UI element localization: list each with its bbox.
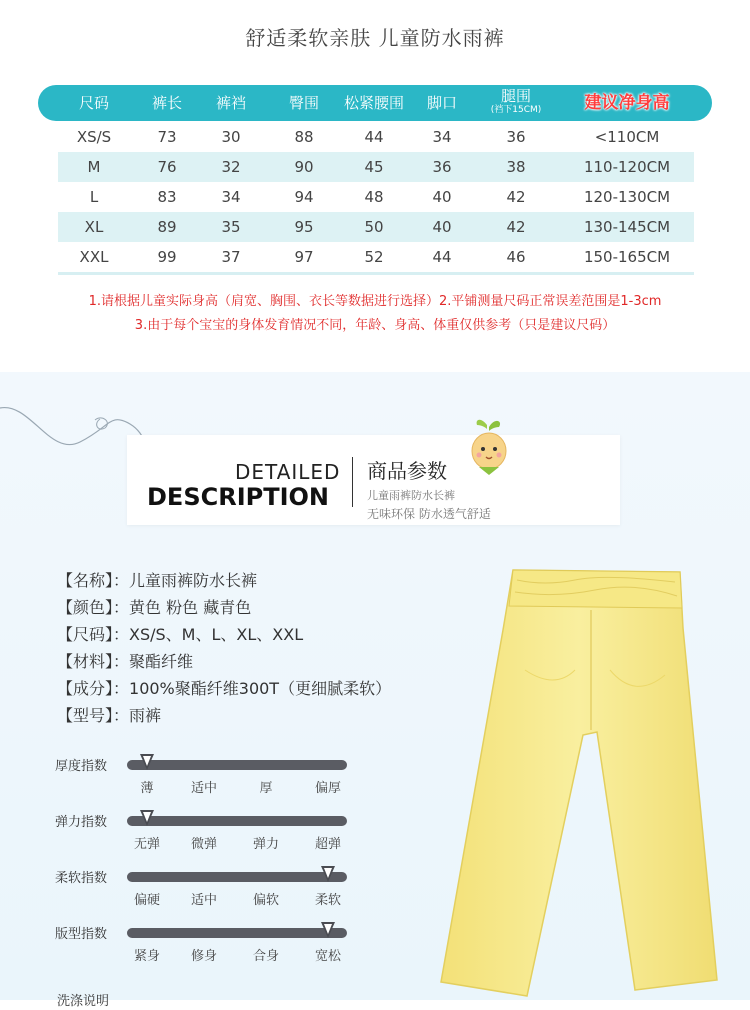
spec-value: 聚酯纤维 (129, 652, 194, 671)
size-table (58, 122, 694, 272)
gauge-tick-label: 超弹 (314, 837, 342, 852)
table-row (58, 242, 694, 272)
cell-hem: 34 (432, 128, 452, 146)
gauge-tick-label: 偏软 (252, 893, 280, 908)
gauge-tick-label: 柔软 (314, 893, 342, 908)
yellow-pants-image (425, 550, 725, 1010)
cell-size: XL (84, 218, 104, 236)
spec-line (57, 676, 391, 699)
spec-key: 【材料】： (57, 652, 130, 671)
cell-hem: 40 (432, 188, 452, 206)
header-height: 建议净身高 (584, 93, 670, 113)
spec-key: 【成分】： (57, 679, 130, 698)
spec-value: XS/S、M、L、XL、XXL (129, 625, 304, 644)
table-row (58, 122, 694, 152)
cell-size: XS/S (76, 128, 112, 146)
header-length: 裤长 (151, 94, 183, 112)
cell-height: 110-120CM (583, 158, 671, 176)
spec-key: 【型号】： (57, 706, 130, 725)
gauge-tick-label: 紧身 (133, 949, 161, 964)
description-section (0, 372, 750, 1009)
cell-hip: 90 (294, 158, 314, 176)
params-title: 商品参数 (367, 459, 447, 483)
table-bottom-rule (58, 272, 694, 275)
cell-crotch: 34 (221, 188, 241, 206)
header-leg (491, 85, 542, 121)
gauge-track (127, 816, 347, 826)
header-size: 尺码 (78, 94, 110, 112)
cell-hip: 94 (294, 188, 314, 206)
gauge-label: 柔软指数 (55, 871, 108, 886)
cell-size: L (89, 188, 99, 206)
cell-leg: 42 (506, 188, 526, 206)
cell-hip: 97 (294, 248, 314, 266)
cell-hip: 95 (294, 218, 314, 236)
size-chart-section (0, 0, 750, 372)
cell-crotch: 37 (221, 248, 241, 266)
gauge-tick-label: 宽松 (314, 949, 342, 964)
header-hem: 脚口 (426, 94, 458, 112)
cell-leg: 36 (506, 128, 526, 146)
cell-height: 130-145CM (583, 218, 671, 236)
cell-crotch: 30 (221, 128, 241, 146)
params-subtitle-2: 无味环保 防水透气舒适 (367, 507, 491, 521)
gauge-track (127, 928, 347, 938)
onion-mascot-icon (467, 415, 511, 481)
cell-hem: 36 (432, 158, 452, 176)
cell-size: M (87, 158, 101, 176)
gauge-tick-label: 偏硬 (133, 893, 161, 908)
gauge-tick-label: 适中 (190, 781, 218, 796)
cell-hem: 44 (432, 248, 452, 266)
cell-crotch: 35 (221, 218, 241, 236)
spec-line (57, 622, 303, 645)
gauge-tick-label: 微弹 (190, 837, 218, 852)
spec-value: 儿童雨裤防水长裤 (129, 571, 258, 590)
description-banner (127, 435, 620, 525)
banner-divider (352, 457, 353, 507)
gauge-tick-label: 薄 (140, 781, 154, 796)
table-row (58, 182, 694, 212)
header-waist: 松紧腰围 (343, 94, 405, 112)
gauge-tick-label: 厚 (259, 781, 273, 796)
cell-hem: 40 (432, 218, 452, 236)
spec-line (57, 703, 161, 726)
cell-hip: 88 (294, 128, 314, 146)
gauge-tick-label: 偏厚 (314, 781, 342, 796)
gauge-marker-icon (140, 754, 154, 770)
description-heading: DESCRIPTION (147, 483, 330, 511)
cell-leg: 46 (506, 248, 526, 266)
gauge-tick-label: 无弹 (133, 837, 161, 852)
spec-value: 黄色 粉色 藏青色 (129, 598, 252, 617)
spec-value: 100%聚酯纤维300T（更细腻柔软） (129, 679, 392, 698)
cell-leg: 38 (506, 158, 526, 176)
spec-line (57, 568, 257, 591)
spec-key: 【尺码】： (57, 625, 130, 644)
gauge-tick-label: 合身 (252, 949, 280, 964)
gauge-track (127, 872, 347, 882)
table-row (58, 212, 694, 242)
cell-waist: 45 (364, 158, 384, 176)
gauge-tick-label: 弹力 (252, 837, 280, 852)
gauge-tick-label: 修身 (190, 949, 218, 964)
page-title: 舒适柔软亲肤 儿童防水雨裤 (245, 26, 505, 50)
cell-leg: 42 (506, 218, 526, 236)
cell-waist: 52 (364, 248, 384, 266)
cell-length: 99 (157, 248, 177, 266)
cell-height: 150-165CM (583, 248, 671, 266)
gauge-tick-label: 适中 (190, 893, 218, 908)
cell-crotch: 32 (221, 158, 241, 176)
gauge-marker-icon (321, 866, 335, 882)
header-leg-note: (裆下15CM) (490, 105, 542, 115)
gauge-label: 厚度指数 (55, 759, 108, 774)
gauge-marker-icon (321, 922, 335, 938)
cell-height: 120-130CM (583, 188, 671, 206)
header-hip: 臀围 (288, 94, 320, 112)
spec-line (57, 649, 193, 672)
cell-length: 73 (157, 128, 177, 146)
gauge-label: 版型指数 (55, 927, 108, 942)
params-subtitle-1: 儿童雨裤防水长裤 (367, 489, 455, 502)
size-note-2: 3.由于每个宝宝的身体发育情况不同，年龄、身高、体重仅供参考（只是建议尺码） (134, 318, 616, 333)
spec-value: 雨裤 (129, 706, 162, 725)
cell-height: <110CM (594, 128, 660, 146)
cell-length: 76 (157, 158, 177, 176)
gauge-label: 弹力指数 (55, 815, 108, 830)
cell-length: 89 (157, 218, 177, 236)
size-table-header (38, 85, 712, 121)
cell-waist: 44 (364, 128, 384, 146)
detailed-label: DETAILED (235, 460, 341, 484)
washing-instructions-label: 洗涤说明 (57, 994, 110, 1009)
gauge-marker-icon (140, 810, 154, 826)
cell-waist: 48 (364, 188, 384, 206)
spec-line (57, 595, 251, 618)
spec-key: 【颜色】： (57, 598, 130, 617)
cell-size: XXL (79, 248, 109, 266)
size-note-1: 1.请根据儿童实际身高（肩宽、胸围、衣长等数据进行选择）2.平铺测量尺码正常误差范围是1-3cm (88, 294, 662, 309)
cell-waist: 50 (364, 218, 384, 236)
cell-length: 83 (157, 188, 177, 206)
spec-key: 【名称】： (57, 571, 130, 590)
table-row (58, 152, 694, 182)
header-crotch: 裤裆 (215, 94, 247, 112)
header-leg-label: 腿围 (500, 87, 531, 105)
gauge-track (127, 760, 347, 770)
